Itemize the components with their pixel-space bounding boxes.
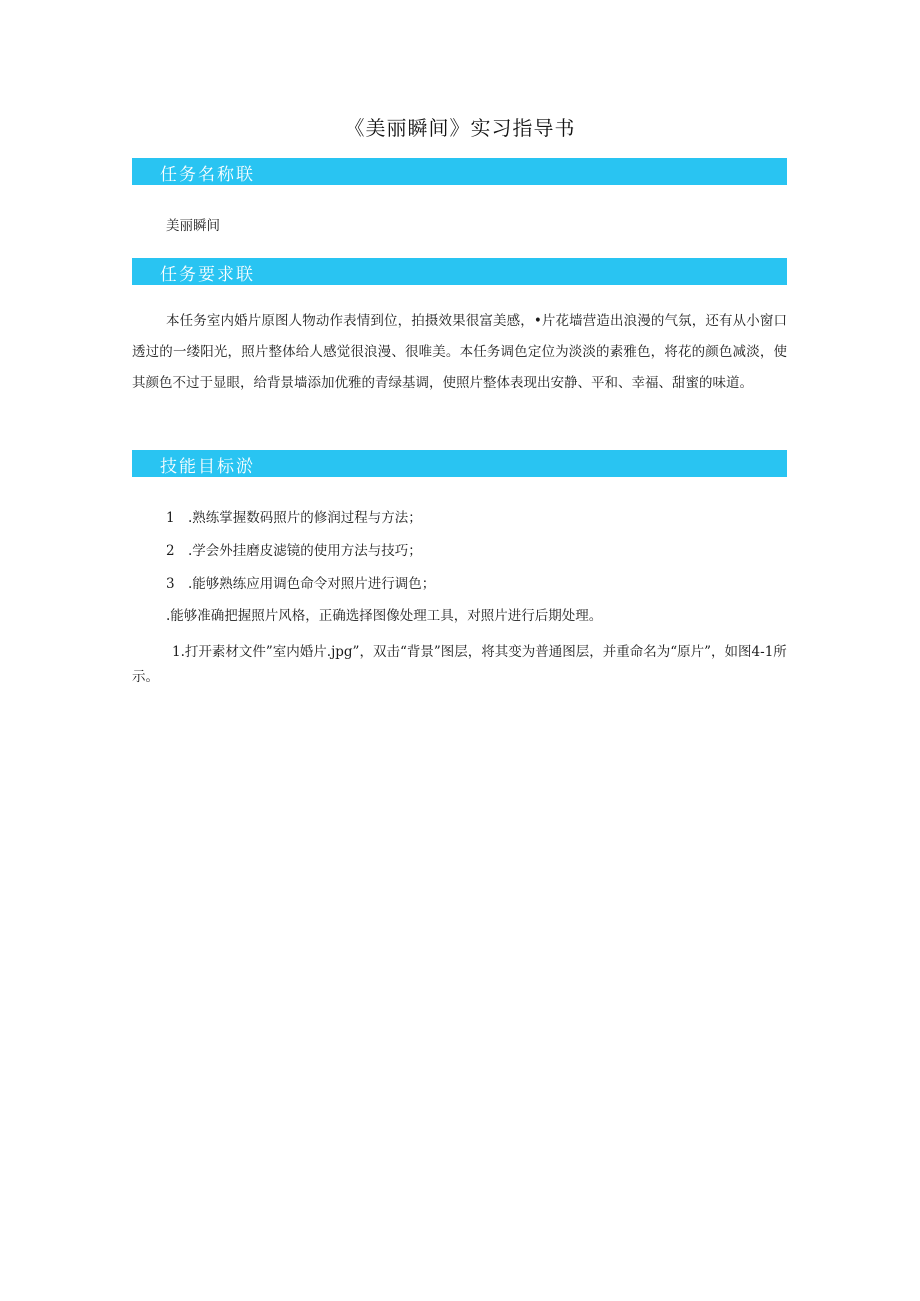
skill-goal-item [166,506,422,526]
skill-goal-number: 3 [166,576,175,592]
skill-goal-item [166,572,435,592]
section-header-task-requirements [132,258,787,285]
skill-goal-item [166,539,422,559]
skill-goal-text: .能够熟练应用调色命令对照片进行调色； [188,576,436,592]
skill-goal-text: .学会外挂磨皮滤镜的使用方法与技巧； [188,543,422,559]
skill-goal-text: .熟练掌握数码照片的修润过程与方法； [188,510,422,526]
section-header-skill-goals [132,450,787,477]
section-title-skill-goals: 技能目标淤 [160,457,255,477]
task-requirements-paragraph: 本任务室内婚片原图人物动作表情到位，拍摄效果很富美感，•片花墙营造出浪漫的气氛，还有从小窗口透过的一缕阳光，照片整体给人感觉很浪漫、很唯美。本任务调色定位为淡淡的素雅色，将花的颜色减淡，使其颜色不过于显眼，给背景墙添加优雅的青绿基调，使照片整体表现出安静、平和、幸福、甜蜜的味道。 [132,313,787,391]
step-1-text: 1.打开素材文件”室内婚片.jpg”，双击“背景”图层，将其变为普通图层，并重命名为“原片”，如图4-1所示。 [132,644,787,685]
skill-goal-number: 2 [166,543,175,559]
skill-goal-number: 1 [166,510,175,526]
skill-goal-extra: .能够准确把握照片风格，正确选择图像处理工具，对照片进行后期处理。 [166,608,603,624]
section-header-task-name [132,158,787,185]
section-title-task-name: 任务名称联 [160,165,255,185]
task-name-text: 美丽瞬间 [166,218,220,234]
document-title: 《美丽瞬间》实习指导书 [344,116,576,140]
section-title-task-requirements: 任务要求联 [160,265,255,285]
